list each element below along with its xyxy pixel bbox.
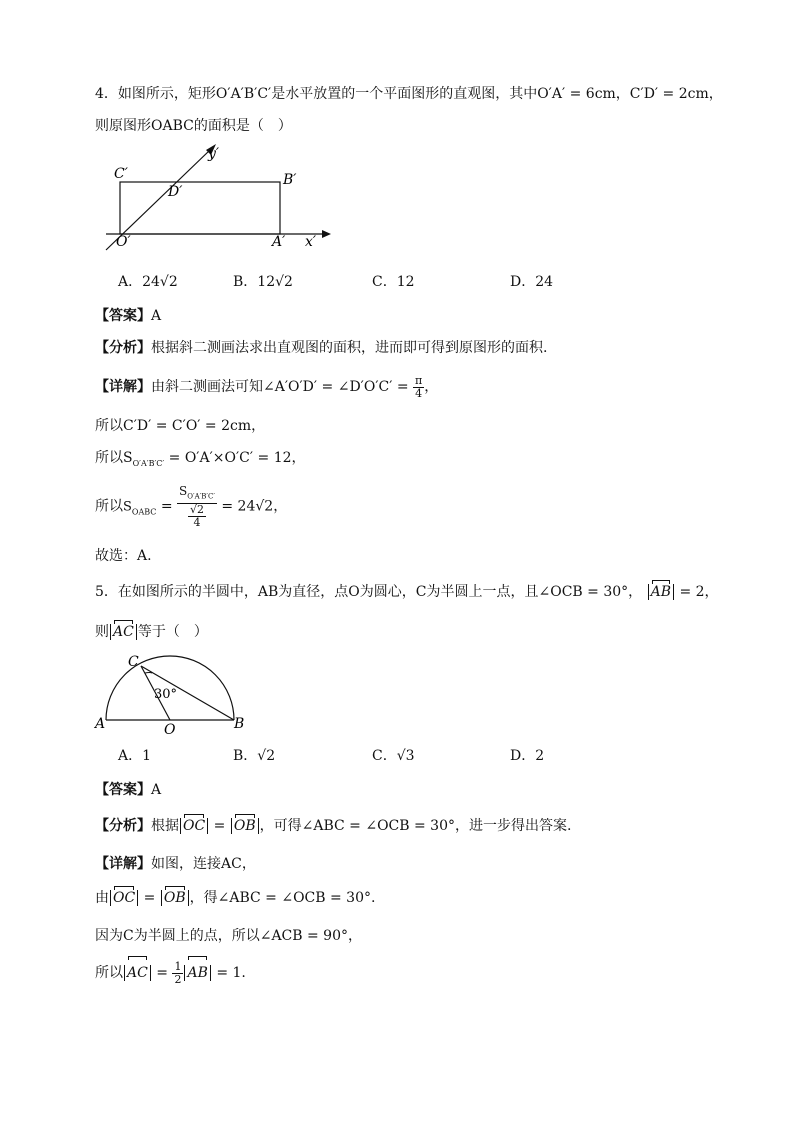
abs-value [180,818,208,834]
q4-figure [100,140,340,258]
inner-fraction [188,504,206,529]
q5-answer [95,780,161,800]
q4-answer [95,306,161,326]
q5-analysis [95,816,571,836]
q4-detail-4 [95,484,287,535]
abs-value [124,965,151,981]
text: 所以 [95,965,123,981]
arc: AB [650,584,672,600]
abs-value [161,890,189,906]
equals: = [151,965,173,981]
label-b-prime: B′ [283,172,297,188]
answer-tag: 【答案】 [95,308,151,324]
label-y-prime: y′ [208,146,220,162]
label-b: B [234,716,245,732]
fraction-numerator: π [415,373,423,387]
q4-option-d[interactable]: D．24 [510,274,554,290]
angle-label: 30° [154,687,178,702]
fraction [413,375,424,400]
detail-end: ， [424,379,439,395]
q5-detail-3: 因为C为半圆上的点，所以∠ACB = 90°， [95,928,362,944]
q4-stem-line1: 4．如图所示，矩形O′A′B′C′是水平放置的一个平面图形的直观图，其中O′A′ = 6cm，C′D′ = 2cm， [95,86,723,102]
fraction-denominator: 2 [174,972,182,986]
s-symbol: S [123,499,132,515]
detail-tag: 【详解】 [95,856,151,872]
label-a-prime: A′ [272,234,286,250]
q5-detail-1 [95,854,256,874]
label-o-prime: O′ [116,234,131,250]
result: = 24√2， [216,498,288,515]
label-o: O [164,722,176,738]
q4-analysis [95,338,547,358]
subscript: OABC [131,507,157,517]
label-c: C [128,654,139,670]
subscript: O′A′B′C′ [132,458,165,468]
q5-figure [90,650,260,740]
text: = 1. [211,965,246,981]
answer-value: A [151,782,162,798]
analysis-tag: 【分析】 [95,340,151,356]
abs-value [110,624,137,640]
fraction [172,961,183,986]
q5-option-a[interactable]: A．1 [118,748,152,764]
equals: = [139,890,160,906]
q5-stem-line2 [95,622,208,642]
label-x-prime: x′ [305,234,317,250]
analysis-text: 根据斜二测画法求出直观图的面积，进而即可得到原图形的面积. [151,340,548,356]
q5-stem-line1 [95,582,719,602]
analysis-tag: 【分析】 [95,818,151,834]
equals: = [156,498,178,515]
label-c-prime: C′ [114,166,128,182]
text: 如图，连接AC， [151,856,256,872]
q4-detail-2: 所以C′D′ = C′O′ = 2cm， [95,418,266,434]
fraction-denominator [177,504,217,529]
arc: OB [233,818,256,834]
text: 5．在如图所示的半圆中，AB为直径，点O为圆心，C为半圆上一点，且∠OCB = 30°， [95,584,643,600]
q4-stem-line2: 则原图形OABC的面积是（ ） [95,118,292,134]
q4-option-b[interactable]: B．12√2 [233,274,293,290]
q5-option-d[interactable]: D．2 [510,748,545,764]
abs-value [184,965,210,981]
text: 则 [95,624,109,640]
answer-tag: 【答案】 [95,782,151,798]
q4-option-c[interactable]: C．12 [372,274,415,290]
fraction-denominator: 4 [193,516,201,530]
text: ，得∠ABC = ∠OCB = 30°. [189,890,376,906]
q4-detail-3 [95,448,306,474]
text: 由 [95,890,109,906]
text: 等于（ ） [137,624,208,640]
q4-choice: 故选：A. [95,548,152,564]
arc: AB [187,958,207,988]
q4-option-a[interactable]: A．24√2 [118,274,178,290]
detail-tag: 【详解】 [95,379,151,395]
big-fraction [177,484,217,529]
text: 根据 [151,818,179,834]
arc: AC [113,624,134,640]
text: ，可得∠ABC = ∠OCB = 30°，进一步得出答案. [259,818,572,834]
abs-value [648,584,674,600]
label-a: A [95,716,106,732]
q5-option-c[interactable]: C．√3 [372,748,415,764]
fraction-numerator [177,484,217,504]
abs-value [231,818,259,834]
label-d-prime: D′ [168,184,183,200]
text: 所以 [95,498,123,515]
abs-value [110,890,138,906]
arc: OC [183,818,206,834]
q5-detail-4 [95,958,246,988]
s-symbol: S [179,484,188,498]
fraction-denominator: 4 [415,386,423,400]
answer-value: A [151,308,162,324]
text: = 2， [675,584,719,600]
q4-detail-1 [95,374,438,400]
text: = O′A′×O′C′ = 12， [164,450,306,466]
arc: OC [113,890,136,906]
arc: OB [163,890,186,906]
equals: = [209,818,230,834]
subscript: O′A′B′C′ [187,492,215,501]
q5-detail-2 [95,888,375,908]
q5-option-b[interactable]: B．√2 [233,748,276,764]
fraction-numerator: 1 [174,959,182,973]
text: 所以S [95,450,133,466]
fraction-numerator: √2 [189,503,204,517]
detail-text: 由斜二测画法可知∠A′O′D′ = ∠D′O′C′ = [151,379,409,395]
arc: AC [127,958,148,988]
